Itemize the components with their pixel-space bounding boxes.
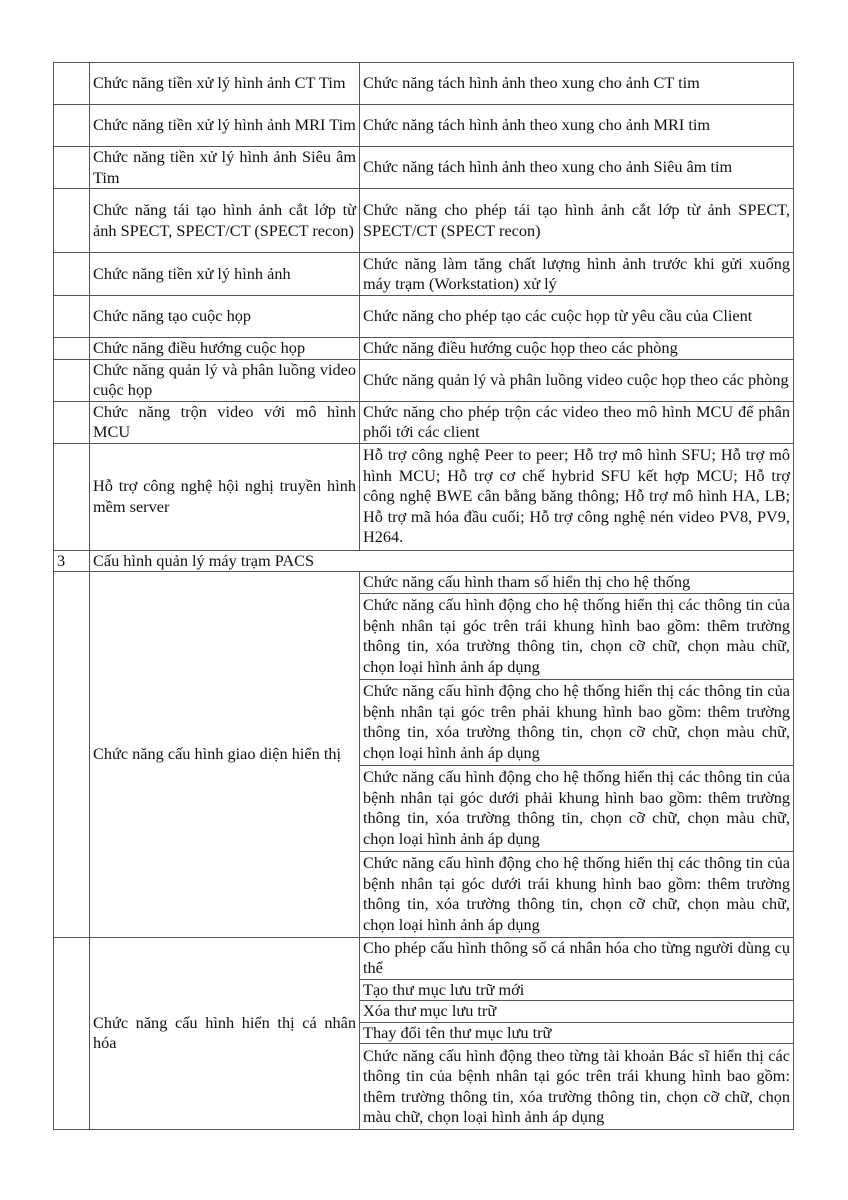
function-desc-cell: Chức năng làm tăng chất lượng hình ảnh trước khi gửi xuống máy trạm (Workstation) xử lý (360, 253, 794, 296)
index-cell (54, 147, 90, 189)
table-row (54, 401, 794, 443)
function-name-cell: Chức năng tái tạo hình ảnh cắt lớp từ ảnh SPECT, SPECT/CT (SPECT recon) (90, 189, 360, 253)
function-desc-cell: Chức năng tách hình ảnh theo xung cho ảnh MRI tim (360, 105, 794, 147)
function-name-cell: Chức năng trộn video với mô hình MCU (90, 401, 360, 443)
function-desc-cell: Chức năng tách hình ảnh theo xung cho ảnh CT tim (360, 63, 794, 105)
section-number: 3 (54, 550, 90, 572)
function-desc-cell: Cho phép cấu hình thông số cá nhân hóa cho từng người dùng cụ thể (360, 937, 794, 979)
function-desc-cell: Chức năng cấu hình động cho hệ thống hiển thị các thông tin của bệnh nhân tại góc trên trái khung hình bao gồm: thêm trường thông tin, xóa trường thông tin, chọn cỡ chữ, chọn màu chữ, chọn loại hình ảnh áp dụng (360, 593, 794, 679)
table-row (54, 189, 794, 253)
function-desc-cell: Chức năng cho phép tái tạo hình ảnh cắt lớp từ ảnh SPECT, SPECT/CT (SPECT recon) (360, 189, 794, 253)
index-cell (54, 359, 90, 401)
function-desc-cell: Hỗ trợ công nghệ Peer to peer; Hỗ trợ mô hình SFU; Hỗ trợ mô hình MCU; Hỗ trợ cơ chế hybrid SFU kết hợp MCU; Hỗ trợ công nghệ BWE cân bằng băng thông; Hỗ trợ mô hình HA, LB; Hỗ trợ mã hóa đầu cuối; Hỗ trợ công nghệ nén video PV8, PV9, H264. (360, 443, 794, 550)
table-row (54, 63, 794, 105)
index-cell (54, 189, 90, 253)
section-title: Cấu hình quản lý máy trạm PACS (90, 550, 794, 572)
index-cell (54, 338, 90, 360)
function-desc-cell: Chức năng cho phép tạo các cuộc họp từ yêu cầu của Client (360, 296, 794, 338)
function-name-cell: Chức năng cấu hình giao diện hiển thị (90, 572, 360, 938)
function-desc-cell: Chức năng điều hướng cuộc họp theo các phòng (360, 338, 794, 360)
function-desc-cell: Chức năng cấu hình động cho hệ thống hiển thị các thông tin của bệnh nhân tại góc dưới phải khung hình bao gồm: thêm trường thông tin, xóa trường thông tin, chọn cỡ chữ, chọn màu chữ, chọn loại hình ảnh áp dụng (360, 765, 794, 851)
table-row (54, 253, 794, 296)
table-row (54, 296, 794, 338)
index-cell (54, 401, 90, 443)
function-name-cell: Chức năng điều hướng cuộc họp (90, 338, 360, 360)
index-cell (54, 296, 90, 338)
function-desc-cell: Chức năng quản lý và phân luồng video cuộc họp theo các phòng (360, 359, 794, 401)
function-desc-cell: Tạo thư mục lưu trữ mới (360, 979, 794, 1001)
section-row (54, 550, 794, 572)
table-row (54, 359, 794, 401)
function-desc-cell: Chức năng cho phép trộn các video theo mô hình MCU để phân phối tới các client (360, 401, 794, 443)
index-cell (54, 63, 90, 105)
table-row (54, 443, 794, 550)
index-cell (54, 105, 90, 147)
function-desc-cell: Chức năng cấu hình tham số hiển thị cho hệ thống (360, 572, 794, 594)
table-row (54, 147, 794, 189)
function-desc-cell: Chức năng cấu hình động cho hệ thống hiển thị các thông tin của bệnh nhân tại góc dưới trái khung hình bao gồm: thêm trường thông tin, xóa trường thông tin, chọn cỡ chữ, chọn màu chữ, chọn loại hình ảnh áp dụng (360, 851, 794, 937)
function-desc-cell: Chức năng cấu hình động theo từng tài khoản Bác sĩ hiển thị các thông tin của bệnh nhân tại góc trên trái khung hình bao gồm: thêm trường thông tin, xóa trường thông tin, chọn cỡ chữ, chọn màu chữ, chọn loại hình ảnh áp dụng (360, 1044, 794, 1130)
function-desc-cell: Chức năng tách hình ảnh theo xung cho ảnh Siêu âm tim (360, 147, 794, 189)
function-name-cell: Hỗ trợ công nghệ hội nghị truyền hình mềm server (90, 443, 360, 550)
function-name-cell: Chức năng tiền xử lý hình ảnh Siêu âm Tim (90, 147, 360, 189)
table-row (54, 572, 794, 594)
table-row (54, 937, 794, 979)
index-cell (54, 937, 90, 1130)
function-name-cell: Chức năng tiền xử lý hình ảnh (90, 253, 360, 296)
table-row (54, 338, 794, 360)
function-desc-cell: Xóa thư mục lưu trữ (360, 1001, 794, 1023)
index-cell (54, 253, 90, 296)
index-cell (54, 443, 90, 550)
function-name-cell: Chức năng quản lý và phân luồng video cuộc họp (90, 359, 360, 401)
function-name-cell: Chức năng cấu hình hiển thị cá nhân hóa (90, 937, 360, 1130)
function-desc-cell: Thay đổi tên thư mục lưu trữ (360, 1022, 794, 1044)
function-name-cell: Chức năng tiền xử lý hình ảnh MRI Tim (90, 105, 360, 147)
specification-table (53, 62, 794, 1130)
function-name-cell: Chức năng tạo cuộc họp (90, 296, 360, 338)
function-desc-cell: Chức năng cấu hình động cho hệ thống hiển thị các thông tin của bệnh nhân tại góc trên phải khung hình bao gồm: thêm trường thông tin, xóa trường thông tin, chọn cỡ chữ, chọn màu chữ, chọn loại hình ảnh áp dụng (360, 679, 794, 765)
index-cell (54, 572, 90, 938)
table-row (54, 105, 794, 147)
function-name-cell: Chức năng tiền xử lý hình ảnh CT Tim (90, 63, 360, 105)
